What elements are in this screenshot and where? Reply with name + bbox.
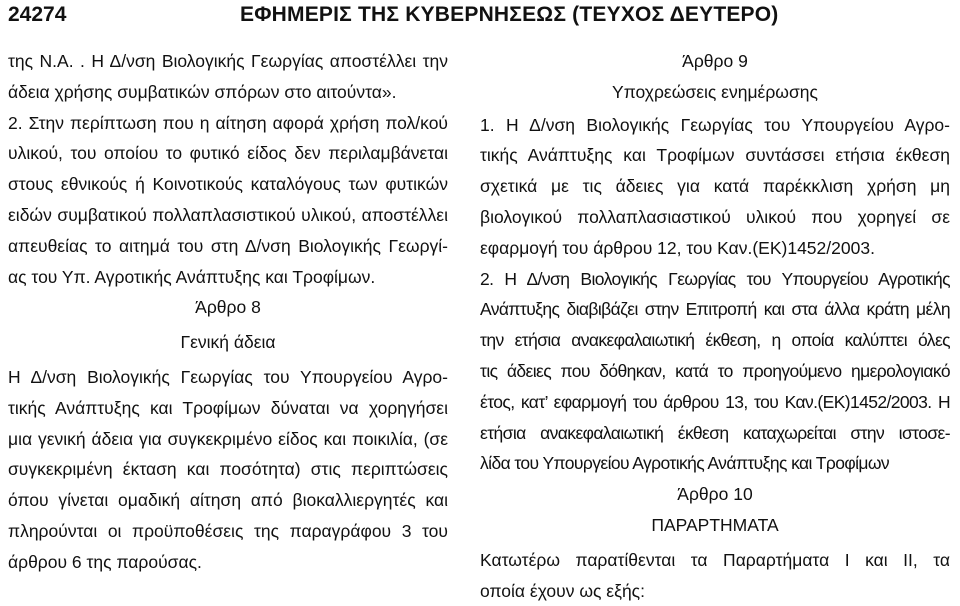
text-line: εφαρμογή του άρθρου 12, του Καν.(ΕΚ)1452/2003. xyxy=(480,237,875,258)
text-line: μια γενική άδεια για συγκεκριμένο είδος και ποικιλία, (σε xyxy=(8,428,448,449)
text-line: 2. Η Δ/νση Βιολογικής Γεωργίας του Υπουργείου Αγροτικής xyxy=(480,268,950,289)
text-line: ειδών συμβατικού πολλαπλασιστικού υλικού, αποστέλλει xyxy=(8,204,448,225)
page-number: 24274 xyxy=(8,3,67,26)
text-line: άδεια χρήσης συμβατικών σπόρων στο αιτούντα». xyxy=(8,81,397,102)
text-line: τις άδειες που δόθηκαν, κατά το προηγούμενο ημερολογιακό xyxy=(480,360,950,381)
text-line: όπου γίνεται ομαδική αίτηση από βιοκαλλιεργητές και xyxy=(8,490,448,511)
article-10-title: ΠΑΡΑΡΤΗΜΑΤΑ xyxy=(651,514,779,535)
text-line: Ανάπτυξης διαβιβάζει στην Επιτροπή και στα άλλα κράτη μέλη xyxy=(480,299,950,320)
page-header xyxy=(0,0,960,34)
text-line: σχετικά με τις άδειες για κατά παρέκκλιση χρήση μη xyxy=(480,176,950,197)
text-line: 1. Η Δ/νση Βιολογικής Γεωργίας του Υπουργείου Αγρο- xyxy=(480,114,950,135)
text-line: την ετήσια ανακεφαλαιωτική έκθεση, η οποία καλύπτει όλες xyxy=(480,330,950,351)
article-10-heading: Άρθρο 10 xyxy=(677,484,753,505)
text-line: λίδα του Υπουργείου Αγροτικής Ανάπτυξης και Τροφίμων xyxy=(480,453,890,474)
text-line: Κατωτέρω παρατίθενται τα Παραρτήματα Ι και ΙΙ, τα xyxy=(480,549,950,570)
text-line: ας του Υπ. Αγροτικής Ανάπτυξης και Τροφίμων. xyxy=(8,266,376,287)
text-line: συγκεκριμένη έκταση και ποσότητα) στις περιπτώσεις xyxy=(8,459,448,480)
gazette-title: ΕΦΗΜΕΡΙΣ ΤΗΣ ΚΥΒΕΡΝΗΣΕΩΣ (ΤΕΥΧΟΣ ΔΕΥΤΕΡΟ) xyxy=(240,3,779,26)
text-line: υλικού, του οποίου το φυτικό είδος δεν περιλαμβάνεται xyxy=(8,143,448,164)
text-line: ετήσια ανακεφαλαιωτική έκθεση καταχωρείται στην ιστοσε- xyxy=(480,422,950,443)
text-line: άρθρου 6 της παρούσας. xyxy=(8,551,202,572)
article-8-heading: Άρθρο 8 xyxy=(195,297,261,318)
article-9-heading: Άρθρο 9 xyxy=(682,51,748,71)
text-line: τικής Ανάπτυξης και Τροφίμων δύναται να χορηγήσει xyxy=(8,397,448,418)
left-column xyxy=(8,46,448,578)
text-line: στους εθνικούς ή Κοινοτικούς καταλόγους των φυτικών xyxy=(8,174,448,195)
text-line: της Ν.Α. . Η Δ/νση Βιολογικής Γεωργίας αποστέλλει την xyxy=(8,51,448,71)
text-line: τικής Ανάπτυξης και Τροφίμων συντάσσει ετήσια έκθεση xyxy=(480,145,950,166)
right-column xyxy=(480,46,950,606)
text-line: βιολογικού πολλαπλασιαστικού υλικού που χορηγεί σε xyxy=(480,206,950,227)
article-8-title: Γενική άδεια xyxy=(180,332,276,353)
text-line: οποία έχουν ως εξής: xyxy=(480,580,645,601)
text-line: απευθείας το αιτημά του στη Δ/νση Βιολογικής Γεωργί- xyxy=(8,235,448,256)
text-line: 2. Στην περίπτωση που η αίτηση αφορά χρήση πολ/κού xyxy=(8,112,448,133)
article-9-title: Υποχρεώσεις ενημέρωσης xyxy=(612,81,818,102)
text-line: Η Δ/νση Βιολογικής Γεωργίας του Υπουργείου Αγρο- xyxy=(8,366,448,387)
text-line: έτος, κατ’ εφαρμογή του άρθρου 13, του Καν.(ΕΚ)1452/2003. Η xyxy=(480,391,950,412)
text-line: πληρούνται οι προϋποθέσεις της παραγράφου 3 του xyxy=(8,520,448,541)
